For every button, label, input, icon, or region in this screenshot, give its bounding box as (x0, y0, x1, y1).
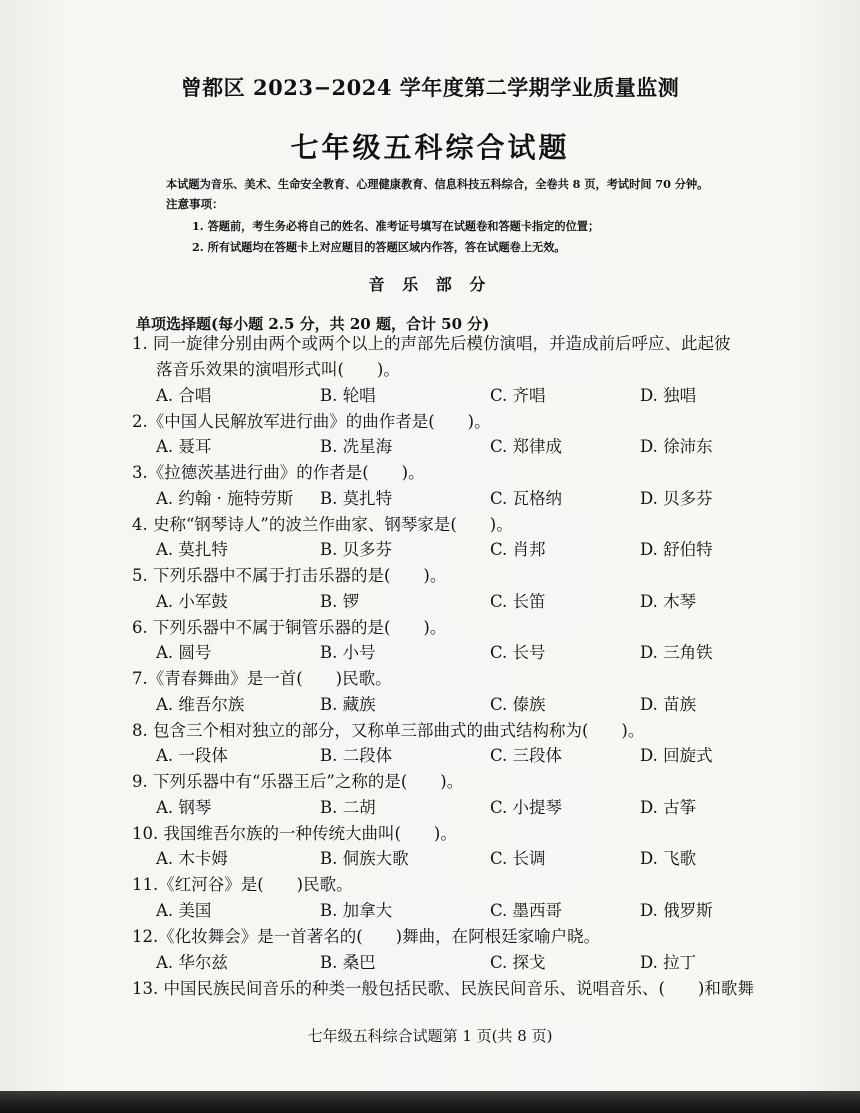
option-b: B. 二段体 (320, 746, 393, 765)
question-type-heading: 单项选择题(每小题 2.5 分，共 20 题，合计 50 分) (136, 315, 490, 333)
question-stem-continued: 落音乐效果的演唱形式叫( )。 (156, 360, 400, 379)
question-options (0, 640, 860, 666)
option-a: A. 圆号 (156, 643, 212, 662)
option-a: A. 小军鼓 (156, 592, 228, 611)
question-stem: 5. 下列乐器中不属于打击乐器的是( )。 (132, 566, 447, 585)
question-stem: 11.《红河谷》是( )民歌。 (132, 875, 353, 894)
option-c: C. 三段体 (490, 746, 563, 765)
section-title: 音 乐 部 分 (368, 275, 492, 294)
question-stem: 12.《化妆舞会》是一首著名的( )舞曲，在阿根廷家喻户晓。 (132, 927, 601, 946)
option-a: A. 合唱 (156, 386, 212, 405)
option-d: D. 贝多芬 (640, 489, 713, 508)
question-options (0, 898, 860, 924)
intro-description: 本试题为音乐、美术、生命安全教育、心理健康教育、信息科技五科综合，全卷共 8 页，考试时间 70 分钟。 (166, 177, 709, 191)
option-b: B. 贝多芬 (320, 540, 393, 559)
question-stem: 10. 我国维吾尔族的一种传统大曲叫( )。 (132, 824, 457, 843)
option-c: C. 瓦格纳 (490, 489, 563, 508)
option-c: C. 长笛 (490, 592, 546, 611)
option-c: C. 肖邦 (490, 540, 546, 559)
option-d: D. 飞歌 (640, 849, 697, 868)
option-d: D. 拉丁 (640, 953, 697, 972)
option-b: B. 锣 (320, 592, 360, 611)
option-d: D. 俄罗斯 (640, 901, 713, 920)
question-stem: 1. 同一旋律分别由两个或两个以上的声部先后模仿演唱，并造成前后呼应、此起彼 (132, 334, 731, 353)
question-options (0, 434, 860, 460)
option-d: D. 徐沛东 (640, 437, 713, 456)
option-d: D. 三角铁 (640, 643, 713, 662)
note-item: 2. 所有试题均在答题卡上对应题目的答题区域内作答，答在试题卷上无效。 (192, 240, 566, 254)
question-options (0, 537, 860, 563)
option-b: B. 侗族大歌 (320, 849, 409, 868)
option-a: A. 美国 (156, 901, 212, 920)
option-d: D. 舒伯特 (640, 540, 713, 559)
question-options (0, 692, 860, 718)
question-options (0, 589, 860, 615)
question-options (0, 795, 860, 821)
question-stem: 13. 中国民族民间音乐的种类一般包括民歌、民族民间音乐、说唱音乐、( )和歌舞 (132, 979, 754, 998)
scan-edge-shadow (0, 1091, 860, 1113)
option-a: A. 莫扎特 (156, 540, 228, 559)
option-a: A. 聂耳 (156, 437, 212, 456)
option-c: C. 探戈 (490, 953, 546, 972)
option-c: C. 齐唱 (490, 386, 546, 405)
option-b: B. 冼星海 (320, 437, 393, 456)
option-d: D. 独唱 (640, 386, 697, 405)
option-b: B. 小号 (320, 643, 376, 662)
option-a: A. 木卡姆 (156, 849, 228, 868)
exam-name-heading: 曾都区 2023−2024 学年度第二学期学业质量监测 (180, 75, 680, 100)
option-b: B. 二胡 (320, 798, 376, 817)
option-a: A. 一段体 (156, 746, 228, 765)
question-options (0, 486, 860, 512)
option-a: A. 华尔兹 (156, 953, 228, 972)
option-a: A. 维吾尔族 (156, 695, 245, 714)
question-stem: 4. 史称“钢琴诗人”的波兰作曲家、钢琴家是( )。 (132, 515, 513, 534)
question-options (0, 950, 860, 976)
option-c: C. 长号 (490, 643, 546, 662)
option-b: B. 莫扎特 (320, 489, 393, 508)
option-c: C. 傣族 (490, 695, 546, 714)
question-stem: 9. 下列乐器中有“乐器王后”之称的是( )。 (132, 772, 464, 791)
paper-title: 七年级五科综合试题 (290, 131, 570, 164)
option-d: D. 回旋式 (640, 746, 713, 765)
question-stem: 8. 包含三个相对独立的部分，又称单三部曲式的曲式结构称为( )。 (132, 721, 645, 740)
option-d: D. 木琴 (640, 592, 697, 611)
option-b: B. 轮唱 (320, 386, 376, 405)
question-options (0, 383, 860, 409)
question-stem: 6. 下列乐器中不属于铜管乐器的是( )。 (132, 618, 447, 637)
note-item: 1. 答题前，考生务必将自己的姓名、准考证号填写在试题卷和答题卡指定的位置； (192, 219, 600, 233)
question-stem: 3.《拉德茨基进行曲》的作者是( )。 (132, 463, 425, 482)
question-stem: 2.《中国人民解放军进行曲》的曲作者是( )。 (132, 412, 491, 431)
option-b: B. 藏族 (320, 695, 376, 714)
option-b: B. 桑巴 (320, 953, 376, 972)
option-d: D. 苗族 (640, 695, 697, 714)
option-c: C. 小提琴 (490, 798, 563, 817)
option-d: D. 古筝 (640, 798, 697, 817)
option-a: A. 钢琴 (156, 798, 212, 817)
option-b: B. 加拿大 (320, 901, 393, 920)
option-c: C. 墨西哥 (490, 901, 563, 920)
option-a: A. 约翰 · 施特劳斯 (156, 489, 294, 508)
question-options (0, 743, 860, 769)
page-footer: 七年级五科综合试题第 1 页(共 8 页) (307, 1027, 553, 1045)
option-c: C. 长调 (490, 849, 546, 868)
notes-heading: 注意事项： (166, 197, 224, 211)
question-stem: 7.《青春舞曲》是一首( )民歌。 (132, 669, 392, 688)
question-options (0, 846, 860, 872)
option-c: C. 郑律成 (490, 437, 563, 456)
